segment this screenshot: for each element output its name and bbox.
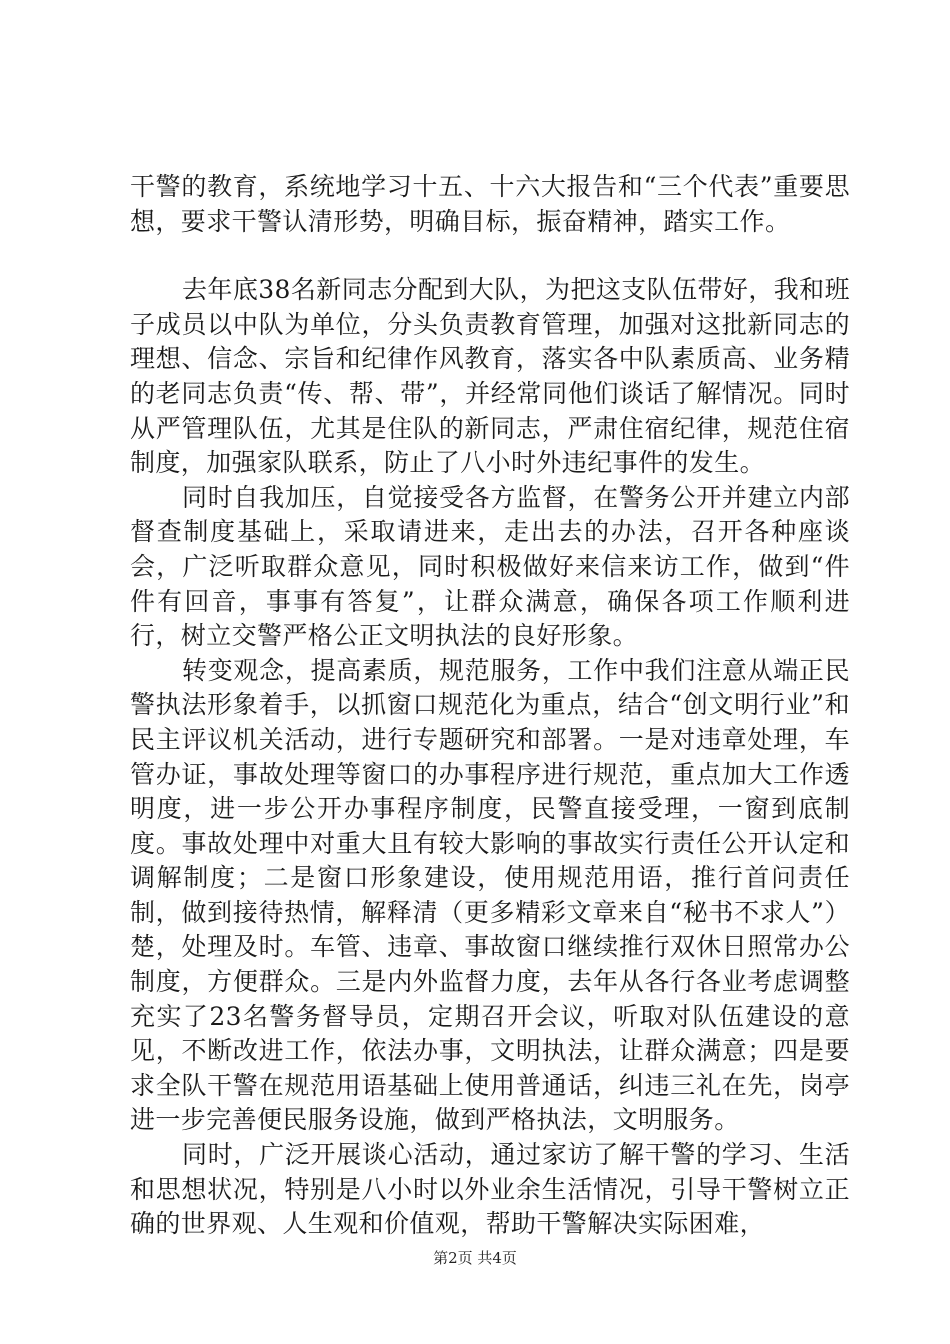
paragraph-continued: 干警的教育，系统地学习十五、十六大报告和“三个代表”重要思想，要求干警认清形势，明确目标，振奋精神，踏实工作。 [130,172,850,236]
paragraph-new-recruits: 去年底38名新同志分配到大队，为把这支队伍带好，我和班子成员以中队为单位，分头负责教育管理，加强对这批新同志的理想、信念、宗旨和纪律作风教育，落实各中队素质高、业务精的老同志负责“传、帮、带”，并经常同他们谈话了解情况。同时从严管理队伍，尤其是住队的新同志，严肃住宿纪律，规范住宿制度，加强家队联系，防止了八小时外违纪事件的发生。 [130,275,850,478]
document-body [130,170,850,1242]
page-number-footer: 第2页 共4页 [433,1249,517,1267]
paragraph-supervision: 同时自我加压，自觉接受各方监督，在警务公开并建立内部督查制度基础上，采取请进来，走出去的办法，召开各种座谈会，广泛听取群众意见，同时积极做好来信来访工作，做到“件件有回音，事事有答复”，让群众满意，确保各项工作顺利进行，树立交警严格公正文明执法的良好形象。 [130,482,850,651]
paragraph-heart-to-heart: 同时，广泛开展谈心活动，通过家访了解干警的学习、生活和思想状况，特别是八小时以外业余生活情况，引导干警树立正确的世界观、人生观和价值观，帮助干警解决实际困难， [130,1140,850,1239]
paragraph-service: 转变观念，提高素质，规范服务，工作中我们注意从端正民警执法形象着手，以抓窗口规范化为重点，结合“创文明行业”和民主评议机关活动，进行专题研究和部署。一是对违章处理，车管办证，事故处理等窗口的办事程序进行规范，重点加大工作透明度，进一步公开办事程序制度，民警直接受理，一窗到底制度。事故处理中对重大且有较大影响的事故实行责任公开认定和调解制度；二是窗口形象建设，使用规范用语，推行首问责任制，做到接待热情，解释清（更多精彩文章来自“秘书不求人”）楚，处理及时。车管、违章、事故窗口继续推行双休日照常办公制度，方便群众。三是内外监督力度，去年从各行各业考虑调整充实了23名警务督导员，定期召开会议，听取对队伍建设的意见，不断改进工作，依法办事，文明执法，让群众满意；四是要求全队干警在规范用语基础上使用普通话，纠违三礼在先，岗亭进一步完善便民服务设施，做到严格执法，文明服务。 [130,655,850,1135]
